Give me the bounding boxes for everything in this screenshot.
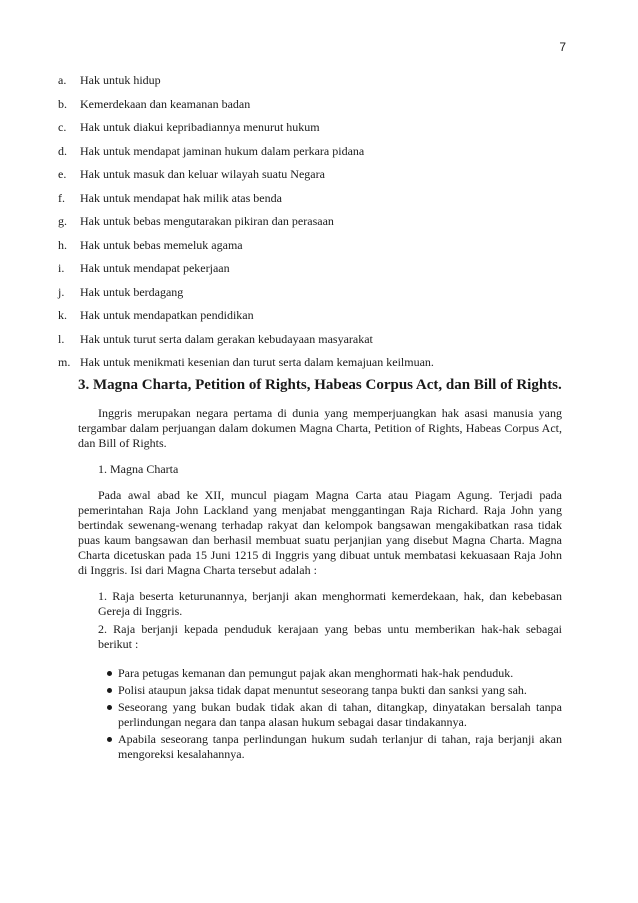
bullet-item: [108, 700, 562, 730]
list-marker: h.: [58, 237, 67, 252]
list-marker: d.: [58, 143, 67, 158]
list-item: [58, 332, 578, 356]
section-title: 3. Magna Charta, Petition of Rights, Habeas Corpus Act, dan Bill of Rights.: [78, 377, 562, 393]
list-item-text: Hak untuk bebas memeluk agama: [80, 237, 243, 252]
list-item-text: Hak untuk diakui kepribadiannya menurut hukum: [80, 120, 320, 134]
list-item: [58, 191, 578, 215]
list-marker: e.: [58, 167, 67, 181]
list-marker: i.: [58, 261, 65, 275]
numbered-point-2: 2. Raja berjanji kepada penduduk kerajaan yang bebas untu memberikan hak-hak sebagai berikut :: [98, 622, 562, 651]
list-item-text: Hak untuk hidup: [80, 73, 161, 87]
bullet-text: Polisi ataupun jaksa tidak dapat menuntut seseorang tanpa bukti dan sanksi yang sah.: [118, 683, 527, 697]
list-item-text: Hak untuk menikmati kesenian dan turut serta dalam kemajuan keilmuan.: [80, 355, 434, 369]
list-item: [58, 261, 578, 285]
bullet-text: Apabila seseorang tanpa perlindungan hukum sudah terlanjur di tahan, raja berjanji akan mengoreksi kesalahannya.: [118, 732, 562, 761]
list-item-text: Hak untuk mendapat hak milik atas benda: [80, 190, 282, 205]
bullet-text: Para petugas kemanan dan pemungut pajak akan menghormati hak-hak penduduk.: [118, 666, 514, 680]
list-item: [58, 73, 578, 97]
list-item: [58, 285, 578, 309]
list-item-text: Hak untuk mendapatkan pendidikan: [80, 308, 254, 322]
bullet-text: Seseorang yang bukan budak tidak akan di tahan, ditangkap, dinyatakan bersalah tanpa perlindungan negara dan tanpa alasan hukum sebagai dasar tindakannya.: [118, 700, 562, 729]
bullet-icon: [107, 688, 112, 693]
list-marker: g.: [58, 214, 67, 228]
list-item: [58, 97, 578, 121]
bullet-icon: [107, 705, 112, 710]
list-item-text: Hak untuk turut serta dalam gerakan kebudayaan masyarakat: [80, 331, 373, 346]
list-item: [58, 355, 578, 379]
subheading-magna-charta: 1. Magna Charta: [98, 462, 179, 476]
list-item-text: Hak untuk bebas mengutarakan pikiran dan perasaan: [80, 214, 334, 228]
list-marker: k.: [58, 308, 67, 322]
magna-charta-section: [78, 376, 562, 764]
list-item: [58, 167, 578, 191]
bullet-icon: [107, 671, 112, 676]
list-marker: f.: [58, 190, 65, 205]
bullet-item: [108, 732, 562, 762]
list-item-text: Hak untuk berdagang: [80, 284, 184, 299]
list-item-text: Hak untuk mendapat pekerjaan: [80, 261, 230, 275]
bullet-icon: [107, 737, 112, 742]
list-marker: b.: [58, 96, 67, 111]
numbered-point-1: 1. Raja beserta keturunannya, berjanji akan menghormati kemerdekaan, hak, dan kebebasan Gereja di Inggris.: [98, 589, 562, 618]
page-number: 7: [559, 40, 566, 54]
bullet-item: [108, 683, 562, 698]
list-item: [58, 120, 578, 144]
list-marker: l.: [58, 331, 65, 346]
list-marker: j.: [58, 284, 65, 299]
list-marker: c.: [58, 120, 67, 134]
bullet-item: [108, 666, 562, 681]
list-item: [58, 214, 578, 238]
intro-paragraph: Inggris merupakan negara pertama di dunia yang memperjuangkan hak asasi manusia yang tergambar dalam perjuangan dalam dokumen Magna Charta, Petition of Rights, Habeas Corpus Act, dan Bill of Rights.: [78, 406, 562, 450]
body-paragraph: Pada awal abad ke XII, muncul piagam Magna Carta atau Piagam Agung. Terjadi pada pemerintahan Raja John Lackland yang menjabat menggantingan Raja Richard. Raja John yang bertindak sewenang-wenang terhadap rakyat dan kelompok bangsawan mengakibatkan rasa tidak puas kaum bangsawan dan berhasil membuat suatu perjanjian yang disebut Magna Charta. Magna Charta dicetuskan pada 15 Juni 1215 di Inggris yang dibuat untuk membatasi kekuasaan Raja John di Inggris. Isi dari Magna Charta tersebut adalah :: [78, 488, 562, 577]
list-item-text: Hak untuk mendapat jaminan hukum dalam perkara pidana: [80, 143, 365, 158]
rights-list: [58, 73, 578, 379]
list-marker: a.: [58, 73, 67, 87]
list-item-text: Kemerdekaan dan keamanan badan: [80, 96, 251, 111]
bullet-list: [78, 666, 562, 762]
list-item: [58, 144, 578, 168]
list-item: [58, 238, 578, 262]
list-item-text: Hak untuk masuk dan keluar wilayah suatu Negara: [80, 167, 325, 181]
list-marker: m.: [58, 355, 71, 369]
list-item: [58, 308, 578, 332]
